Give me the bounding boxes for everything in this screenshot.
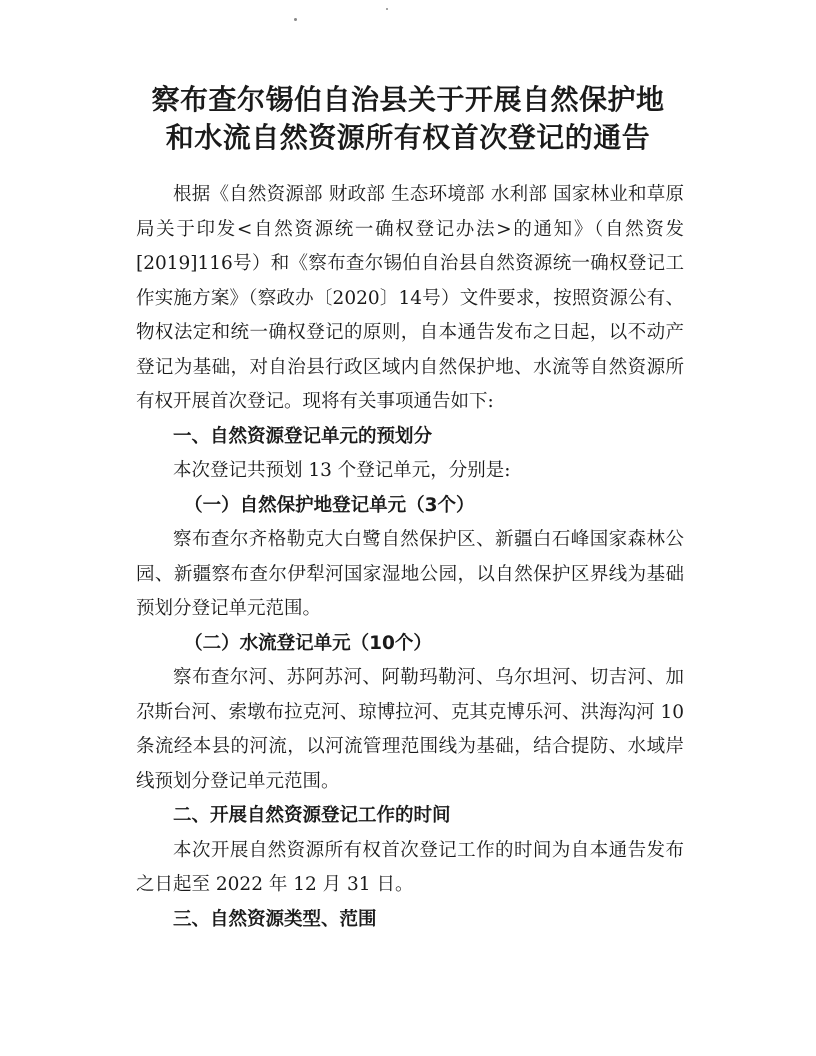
subsection-1-heading: （一）自然保护地登记单元（3个）	[184, 494, 475, 516]
section-1-intro: 本次登记共预划 13 个登记单元，分别是:	[173, 460, 511, 481]
document-title-line-1: 察布查尔锡伯自治县关于开展自然保护地	[151, 83, 665, 116]
subsection-1-text: 察布查尔齐格勒克大白鹭自然保护区、新疆白石峰国家森林公园、新疆察布查尔伊犁河国家湿地公园，以自然保护区界线为基础预划分登记单元范围。	[136, 529, 684, 619]
subsection-2-heading: （二）水流登记单元（10个）	[184, 632, 432, 654]
document-title-line-2: 和水流自然资源所有权首次登记的通告	[165, 121, 651, 154]
subsection-2-text: 察布查尔河、苏阿苏河、阿勒玛勒河、乌尔坦河、切吉河、加尕斯台河、索墩布拉克河、琼博拉河、克其克博乐河、洪海沟河 10 条流经本县的河流，以河流管理范围线为基础，结合提防、水域岸线预划分登记单元范围。	[136, 667, 684, 792]
section-1-heading: 一、自然资源登记单元的预划分	[173, 425, 433, 447]
scan-speck	[386, 8, 388, 10]
scan-speck	[294, 18, 297, 21]
intro-paragraph: 根据《自然资源部 财政部 生态环境部 水利部 国家林业和草原局关于印发<自然资源统一确权登记办法>的通知》（自然资发[2019]116号）和《察布查尔锡伯自治县自然资源统一确权登记工作实施方案》（察政办〔2020〕14号）文件要求，按照资源公有、物权法定和统一确权登记的原则，自本通告发布之日起，以不动产登记为基础，对自治县行政区域内自然保护地、水流等自然资源所有权开展首次登记。现将有关事项通告如下:	[136, 184, 684, 412]
document-body	[136, 178, 684, 937]
section-2-text: 本次开展自然资源所有权首次登记工作的时间为自本通告发布之日起至 2022 年 12 月 31 日。	[136, 839, 684, 895]
section-2-heading: 二、开展自然资源登记工作的时间	[173, 805, 451, 826]
section-3-heading: 三、自然资源类型、范围	[173, 908, 377, 930]
